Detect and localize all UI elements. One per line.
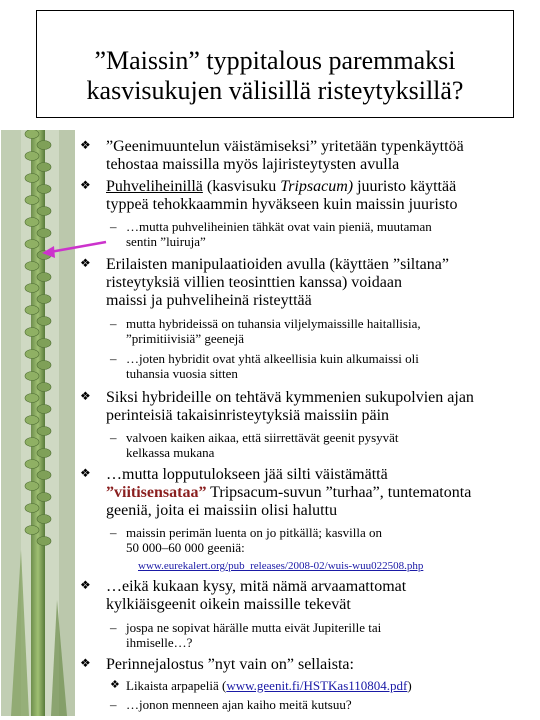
spikelet <box>37 405 51 414</box>
spikelet <box>25 306 39 315</box>
pdf-link[interactable]: www.geenit.fi/HSTKas110804.pdf <box>226 678 408 693</box>
spikelet <box>25 196 39 205</box>
diamond-bullet-icon: ❖ <box>80 466 91 480</box>
spikelet <box>25 372 39 381</box>
spikelet <box>37 251 51 260</box>
spikelet <box>25 438 39 447</box>
spikelet <box>25 350 39 359</box>
source-link[interactable]: www.eurekalert.org/pub_releases/2008-02/wuis-wuu022508.php <box>138 560 424 572</box>
spikelet <box>25 416 39 425</box>
spikelet <box>25 174 39 183</box>
grass-stem-photo <box>1 130 75 716</box>
spikelet <box>25 130 39 139</box>
spikelet <box>37 427 51 436</box>
spikelet <box>37 339 51 348</box>
spikelet <box>37 273 51 282</box>
spikelet <box>25 240 39 249</box>
spikelet <box>25 262 39 271</box>
spikelet <box>37 185 51 194</box>
spikelet <box>37 229 51 238</box>
diamond-bullet-icon: ❖ <box>80 656 91 670</box>
spikelet <box>25 328 39 337</box>
diamond-bullet-icon: ❖ <box>80 578 91 592</box>
spikelet <box>37 295 51 304</box>
spikelet <box>37 207 51 216</box>
spikelet <box>25 482 39 491</box>
diamond-bullet-icon: ❖ <box>80 256 91 270</box>
diamond-bullet-icon: ❖ <box>110 679 120 691</box>
spikelet <box>37 515 51 524</box>
spikelet <box>37 537 51 546</box>
title-box <box>36 10 514 118</box>
spikelet <box>25 526 39 535</box>
spikelet <box>25 394 39 403</box>
spikelet <box>37 383 51 392</box>
spikelet <box>25 218 39 227</box>
diamond-bullet-icon: ❖ <box>80 389 91 403</box>
spikelet <box>37 471 51 480</box>
spikelet <box>25 504 39 513</box>
spikelet <box>37 361 51 370</box>
page-title: ”Maissin” typpitalous paremmaksi kasvisukujen välisillä risteytyksillä? <box>86 46 464 105</box>
spikelet <box>25 152 39 161</box>
spikelet <box>37 141 51 150</box>
spikelet <box>25 460 39 469</box>
diamond-bullet-icon: ❖ <box>80 138 91 152</box>
spikelet <box>37 163 51 172</box>
grass-stem-illustration <box>1 130 75 716</box>
spikelet <box>37 493 51 502</box>
diamond-bullet-icon: ❖ <box>80 178 91 192</box>
spikelet <box>37 317 51 326</box>
spikelet <box>37 449 51 458</box>
spikelet <box>25 284 39 293</box>
